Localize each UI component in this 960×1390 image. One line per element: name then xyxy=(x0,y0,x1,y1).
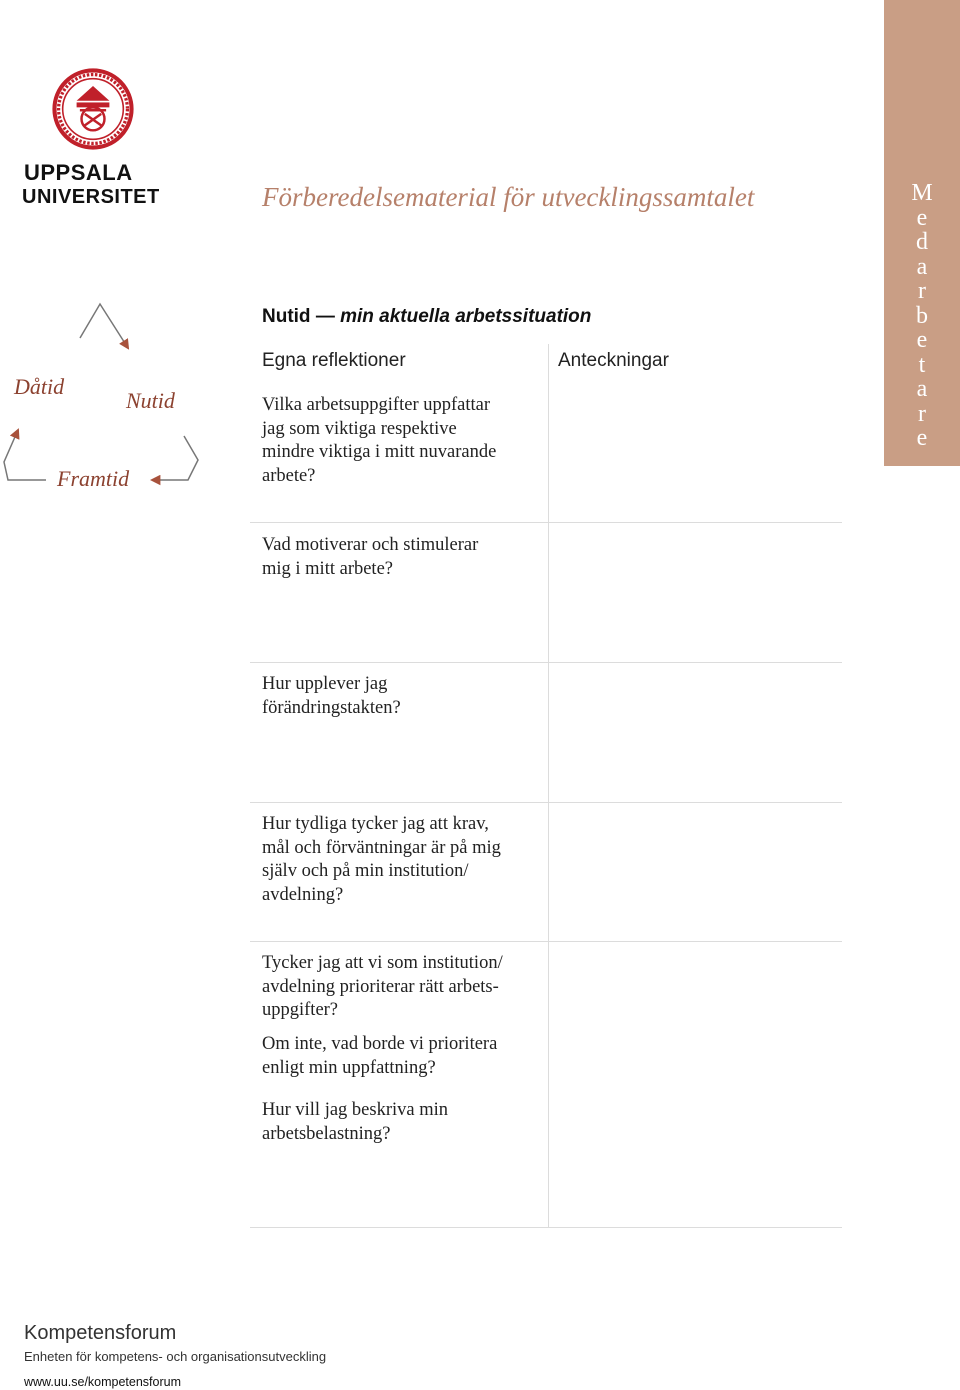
question-line: avdelning? xyxy=(262,884,344,905)
question-line: avdelning prioriterar rätt arbets- xyxy=(262,976,499,997)
document-title: Förberedelsematerial för utvecklingssamtalet xyxy=(262,182,755,212)
question-line: jag som viktiga respektive xyxy=(262,418,457,439)
question-3 xyxy=(262,673,542,720)
question-line: mål och förväntningar är på mig xyxy=(262,837,501,858)
side-band-letter: e xyxy=(916,327,928,353)
question-line: Hur upplever jag xyxy=(262,674,388,694)
table-column-divider xyxy=(548,344,549,1228)
question-7 xyxy=(262,1099,542,1146)
question-6 xyxy=(262,1033,542,1080)
question-line: uppgifter? xyxy=(262,1000,339,1020)
side-band xyxy=(884,0,960,466)
question-line: förändringstakten? xyxy=(262,697,401,718)
university-seal-icon xyxy=(52,68,134,150)
cycle-label-present: Nutid xyxy=(126,388,175,413)
side-band-letter: d xyxy=(916,229,928,255)
question-line: mig i mitt arbete? xyxy=(262,558,393,579)
cycle-label-future: Framtid xyxy=(57,466,130,491)
footer-url[interactable]: www.uu.se/kompetensforum xyxy=(24,1375,182,1389)
table-row-divider xyxy=(250,941,842,942)
side-band-letter: e xyxy=(916,425,928,451)
section-heading-dash: — xyxy=(315,306,335,327)
question-line: Vilka arbetsuppgifter uppfattar xyxy=(262,395,490,415)
question-line: arbetsbelastning? xyxy=(262,1123,391,1144)
table-row-divider xyxy=(250,1227,842,1228)
footer-subtitle: Enheten för kompetens- och organisationsutveckling xyxy=(24,1349,327,1364)
side-band-letter: a xyxy=(916,253,928,280)
side-band-letter: b xyxy=(916,302,928,329)
side-band-letter: M xyxy=(911,180,933,206)
section-heading xyxy=(262,306,591,328)
side-band-letter: r xyxy=(918,278,926,304)
side-band-letter: r xyxy=(918,400,926,427)
side-band-letter: t xyxy=(918,351,926,378)
section-heading-sub: min aktuella arbetssituation xyxy=(340,306,592,327)
cycle-label-past: Dåtid xyxy=(14,374,65,399)
question-line: arbete? xyxy=(262,465,316,486)
question-line: Hur tydliga tycker jag att krav, xyxy=(262,814,489,834)
question-line: mindre viktiga i mitt nuvarande xyxy=(262,442,497,462)
question-line: enligt min uppfattning? xyxy=(262,1057,436,1078)
question-line: Hur vill jag beskriva min xyxy=(262,1100,448,1120)
table-row-divider xyxy=(250,522,842,523)
question-line: Tycker jag att vi som institution/ xyxy=(262,953,503,973)
table-row-divider xyxy=(250,662,842,663)
question-line: Vad motiverar och stimulerar xyxy=(262,535,479,555)
side-band-letter: e xyxy=(916,204,928,231)
table-row-divider xyxy=(250,802,842,803)
side-band-letter: a xyxy=(916,376,928,402)
logo-text-line1: UPPSALA xyxy=(24,160,133,185)
question-line: själv och på min institution/ xyxy=(262,861,469,881)
footer-title: Kompetensforum xyxy=(24,1322,177,1344)
question-4 xyxy=(262,813,542,907)
question-5 xyxy=(262,952,542,1023)
question-2 xyxy=(262,534,542,581)
question-1 xyxy=(262,394,542,488)
column-header-reflections: Egna reflektioner xyxy=(262,350,406,371)
column-header-notes: Anteckningar xyxy=(558,350,669,371)
logo-text-line2: UNIVERSITET xyxy=(22,186,160,208)
question-line: Om inte, vad borde vi prioritera xyxy=(262,1034,498,1054)
section-heading-main: Nutid xyxy=(262,306,311,327)
